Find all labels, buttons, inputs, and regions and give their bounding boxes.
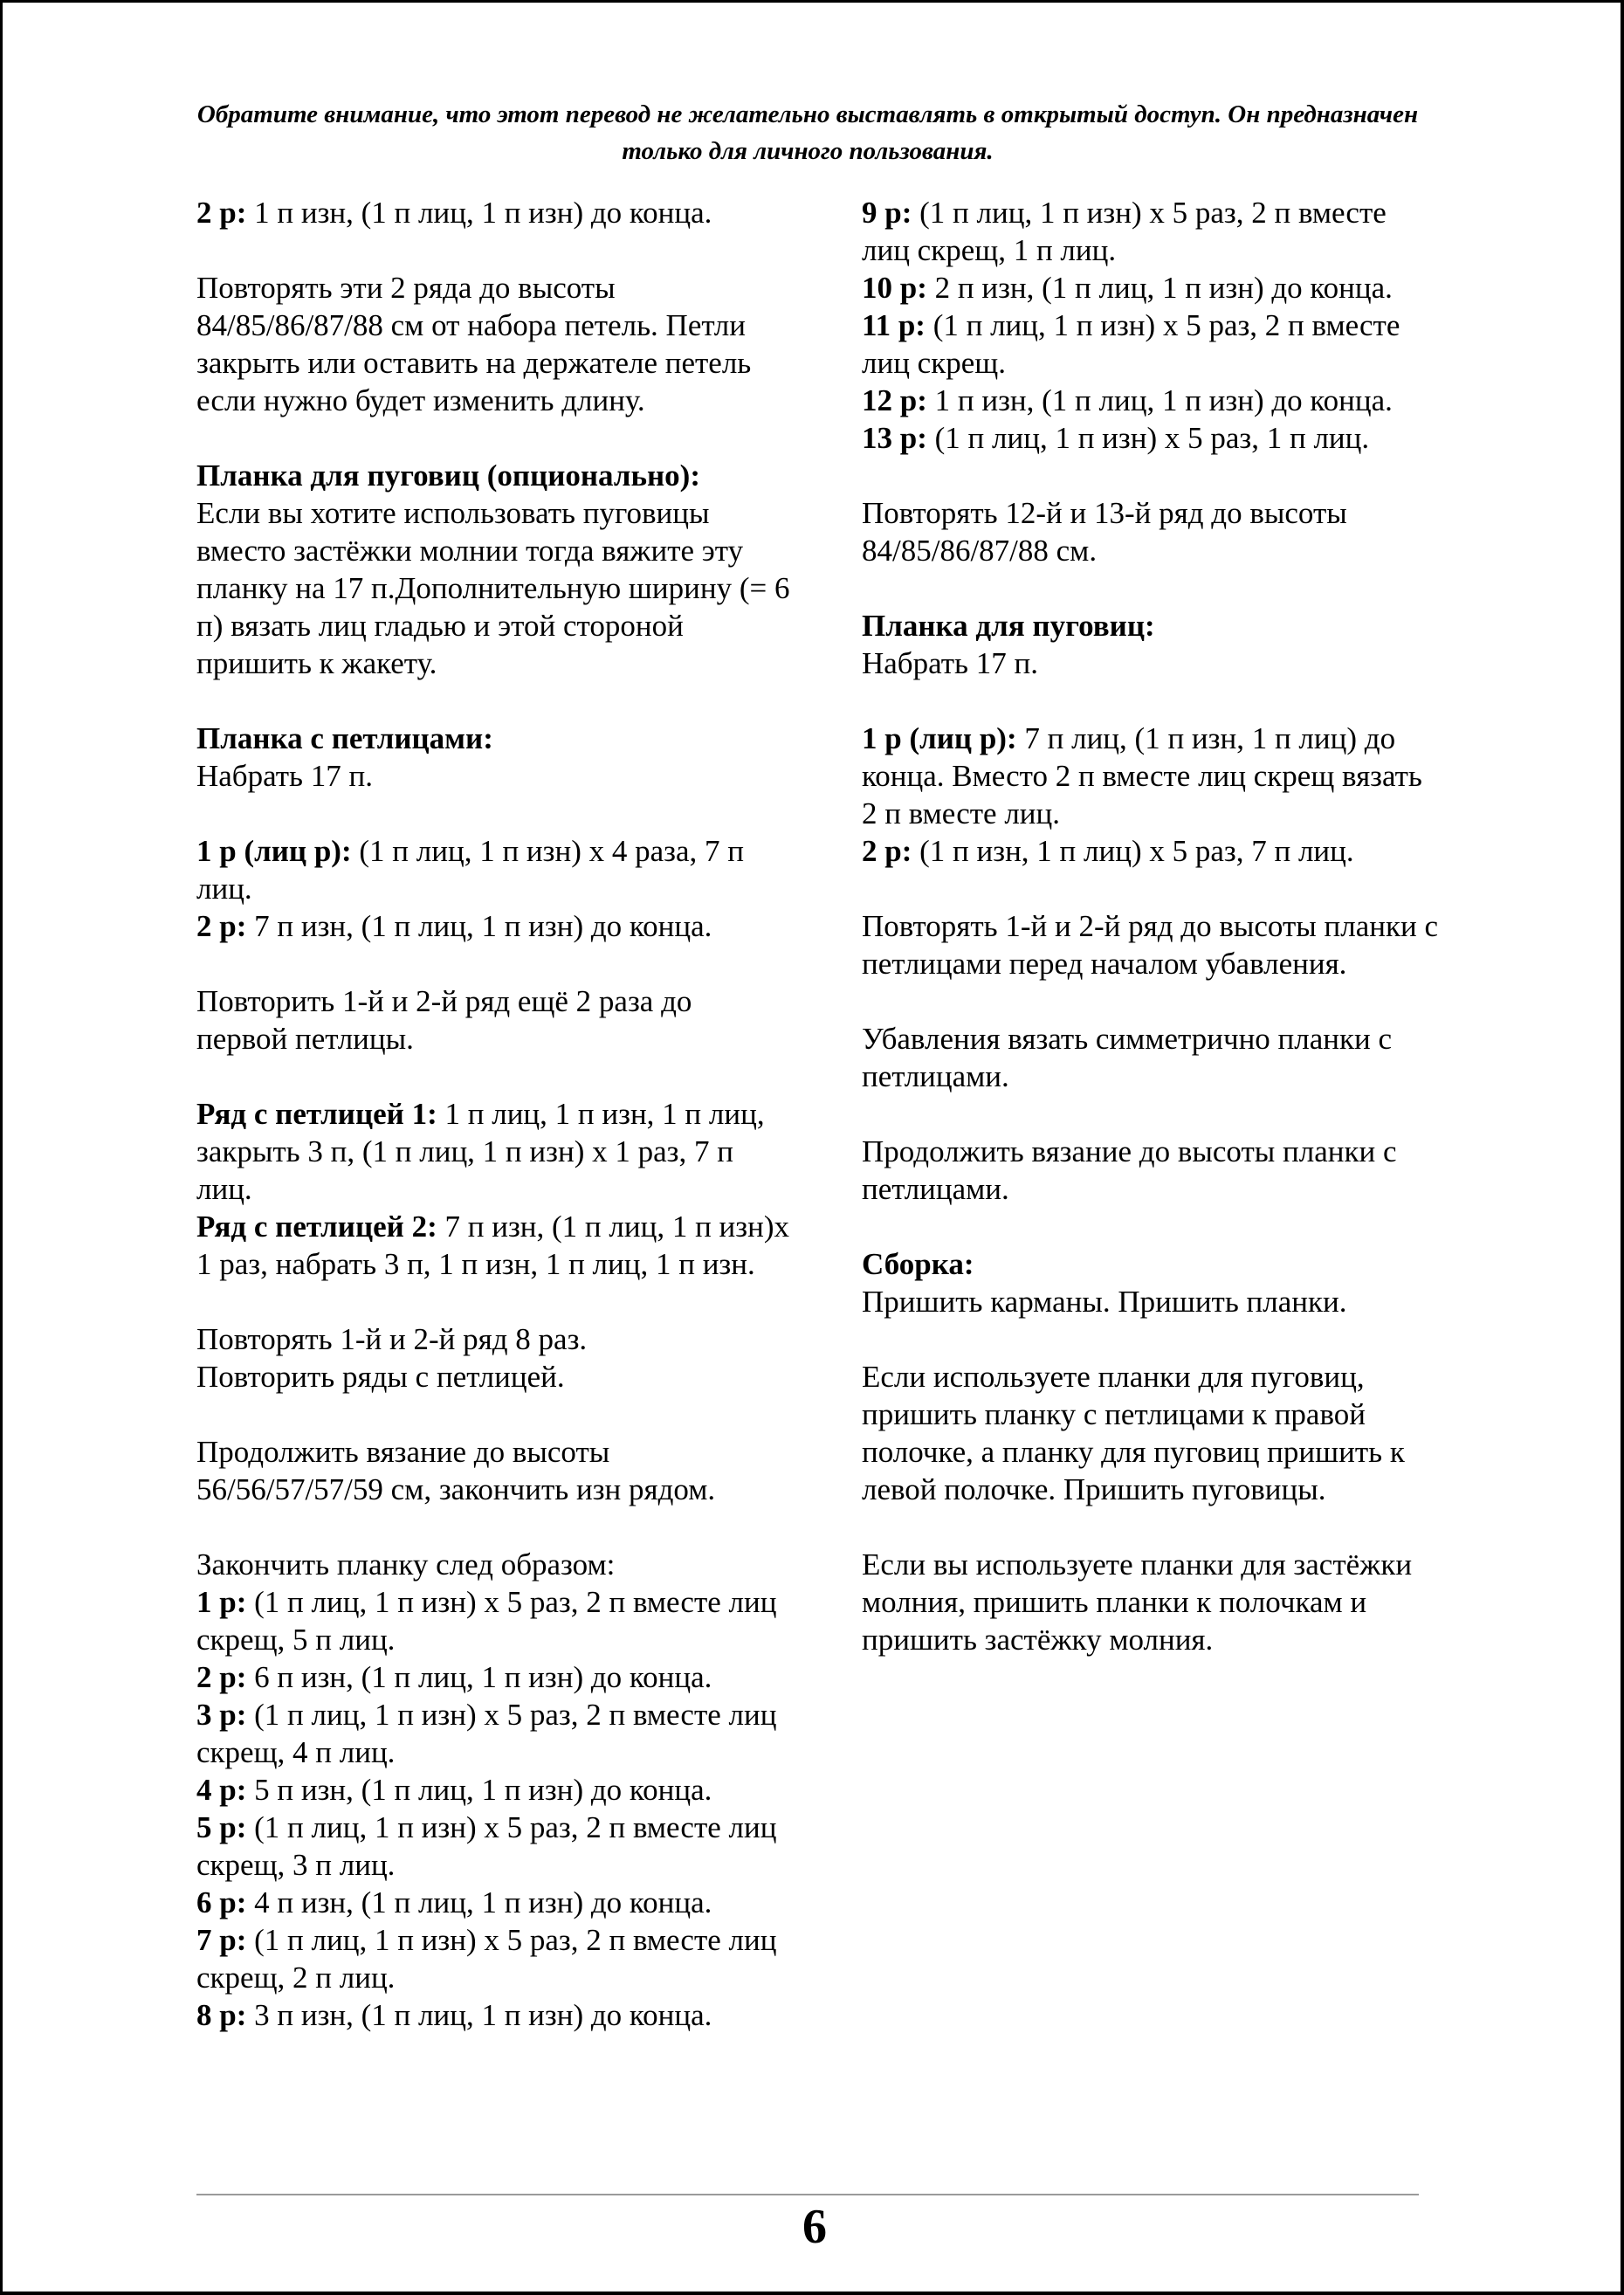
decrease-paragraph: Убавления вязать симметрично планки с петлицами. xyxy=(862,1022,1393,1093)
row-instruction xyxy=(862,382,1438,419)
row-label: 2 р: xyxy=(196,196,247,230)
finish-intro: Закончить планку след образом: xyxy=(196,1547,616,1582)
row-instruction xyxy=(862,720,1438,832)
continue-paragraph: Продолжить вязание до высоты 56/56/57/57/59 см, закончить изн рядом. xyxy=(196,1435,716,1506)
row-label: 8 р: xyxy=(196,1998,247,2032)
row-label: 11 р: xyxy=(862,308,926,342)
row-instruction xyxy=(862,194,1438,269)
row-text: 1 п лиц, 1 п изн, 1 п лиц, закрыть 3 п, (1 п лиц, 1 п изн) х 1 раз, 7 п лиц. xyxy=(196,1097,765,1206)
section-text: Если вы хотите использовать пуговицы вместо застёжки молнии тогда вяжите эту планку на 17 п.Дополнительную ширину (= 6 п) вязать лиц гладью и этой стороной пришить к жакету. xyxy=(196,496,790,680)
repeat-buttonhole-rows: Повторить ряды с петлицей. xyxy=(196,1360,565,1394)
row-label: 13 р: xyxy=(862,421,927,455)
row-instruction xyxy=(862,269,1438,307)
row-label: Ряд с петлицей 2: xyxy=(196,1210,437,1244)
buttonhole-band-section xyxy=(196,720,790,795)
footer-divider xyxy=(196,2194,1419,2195)
row-text: 1 п изн, (1 п лиц, 1 п изн) до конца. xyxy=(926,383,1393,417)
row-instruction xyxy=(862,307,1438,382)
row-label: 2 р: xyxy=(196,1660,247,1694)
row-label: 1 р (лиц р): xyxy=(862,721,1017,755)
zipper-assembly-paragraph: Если вы используете планки для застёжки молния, пришить планки к полочкам и пришить застёжку молния. xyxy=(862,1547,1413,1657)
row-text: (1 п лиц, 1 п изн) х 5 раз, 2 п вместе лиц скрещ, 3 п лиц. xyxy=(196,1810,777,1882)
optional-button-band-section xyxy=(196,457,790,682)
row-label: 2 р: xyxy=(862,834,912,868)
repeat-to-height: Повторять 1-й и 2-й ряд до высоты планки с петлицами перед началом убавления. xyxy=(862,909,1438,981)
row-instruction xyxy=(862,832,1438,870)
row-text: (1 п лиц, 1 п изн) х 4 раза, 7 п лиц. xyxy=(196,834,744,906)
row-label: 1 р (лиц р): xyxy=(196,834,352,868)
finish-band-section xyxy=(196,1546,790,2034)
row-instruction xyxy=(196,1095,790,1208)
privacy-notice: Обратите внимание, что этот перевод не желательно выставлять в открытый доступ. Он предназначен только для личного пользования. xyxy=(196,100,1419,165)
row-label: 2 р: xyxy=(196,909,247,943)
row-text: (1 п лиц, 1 п изн) х 5 раз, 2 п вместе лиц скрещ, 4 п лиц. xyxy=(196,1698,777,1769)
row-text: (1 п изн, 1 п лиц) х 5 раз, 7 п лиц. xyxy=(912,834,1354,868)
row-instruction xyxy=(196,1884,790,1921)
row-label: 6 р: xyxy=(196,1885,247,1919)
row-instruction xyxy=(196,832,790,907)
button-band-section xyxy=(862,607,1438,682)
row-instruction xyxy=(196,1696,790,1771)
page-number: 6 xyxy=(802,2200,827,2254)
row-label: 9 р: xyxy=(862,196,912,230)
row-label: 12 р: xyxy=(862,383,927,417)
row-instruction xyxy=(196,1583,790,1658)
row-2-instruction xyxy=(196,194,790,231)
row-instruction xyxy=(196,1208,790,1283)
repeat-paragraph: Повторять эти 2 ряда до высоты 84/85/86/87/88 см от набора петель. Петли закрыть или оставить на держателе петель если нужно будет изменить длину. xyxy=(196,271,752,417)
repeat-instructions xyxy=(196,1320,790,1396)
row-text: 6 п изн, (1 п лиц, 1 п изн) до конца. xyxy=(246,1660,712,1694)
continue-paragraph: Продолжить вязание до высоты планки с петлицами. xyxy=(862,1134,1397,1206)
row-text: 2 п изн, (1 п лиц, 1 п изн) до конца. xyxy=(926,271,1393,305)
row-instruction xyxy=(196,1809,790,1884)
row-label: 10 р: xyxy=(862,271,927,305)
row-text: (1 п лиц, 1 п изн) х 5 раз, 1 п лиц. xyxy=(926,421,1370,455)
cast-on-text: Набрать 17 п. xyxy=(862,646,1038,680)
finish-band-continued xyxy=(862,194,1438,457)
row-label: 5 р: xyxy=(196,1810,247,1844)
buttonhole-rows xyxy=(196,1095,790,1283)
row-text: 1 п изн, (1 п лиц, 1 п изн) до конца. xyxy=(246,196,712,230)
row-instruction xyxy=(862,419,1438,457)
row-instruction xyxy=(196,1996,790,2034)
row-text: 7 п изн, (1 п лиц, 1 п изн) до конца. xyxy=(246,909,712,943)
row-text: 7 п изн, (1 п лиц, 1 п изн)х 1 раз, набрать 3 п, 1 п изн, 1 п лиц, 1 п изн. xyxy=(196,1210,790,1281)
row-instruction xyxy=(196,1771,790,1809)
section-heading: Планка для пуговиц (опционально): xyxy=(196,458,700,493)
row-label: 4 р: xyxy=(196,1773,247,1807)
cast-on-text: Набрать 17 п. xyxy=(196,759,373,793)
button-band-rows xyxy=(862,720,1438,870)
assembly-section xyxy=(862,1245,1438,1320)
left-column xyxy=(196,194,790,2071)
repeat-rows-12-13: Повторять 12-й и 13-й ряд до высоты 84/85/86/87/88 см. xyxy=(862,496,1347,568)
row-text: 7 п лиц, (1 п изн, 1 п лиц) до конца. Вместо 2 п вместе лиц скрещ вязать 2 п вместе лиц. xyxy=(862,721,1422,830)
right-column xyxy=(862,194,1438,1696)
row-text: (1 п лиц, 1 п изн) х 5 раз, 2 п вместе лиц скрещ. xyxy=(862,308,1400,380)
buttons-assembly-paragraph: Если используете планки для пуговиц, пришить планку с петлицами к правой полочке, а планку для пуговиц пришить к левой полочке. Пришить пуговицы. xyxy=(862,1360,1405,1506)
section-heading: Планка для пуговиц: xyxy=(862,609,1155,643)
assembly-line: Пришить карманы. Пришить планки. xyxy=(862,1285,1347,1319)
row-text: 3 п изн, (1 п лиц, 1 п изн) до конца. xyxy=(246,1998,712,2032)
row-text: (1 п лиц, 1 п изн) х 5 раз, 2 п вместе лиц скрещ, 5 п лиц. xyxy=(196,1585,777,1657)
row-instruction xyxy=(196,1658,790,1696)
section-heading: Планка с петлицами: xyxy=(196,721,493,755)
row-instruction xyxy=(196,1921,790,1996)
row-text: 4 п изн, (1 п лиц, 1 п изн) до конца. xyxy=(246,1885,712,1919)
row-text: (1 п лиц, 1 п изн) х 5 раз, 2 п вместе лиц скрещ, 2 п лиц. xyxy=(196,1923,777,1995)
buttonhole-band-rows xyxy=(196,832,790,945)
section-heading: Сборка: xyxy=(862,1247,974,1281)
repeat-8-times: Повторять 1-й и 2-й ряд 8 раз. xyxy=(196,1322,588,1356)
row-label: 7 р: xyxy=(196,1923,247,1957)
row-label: 1 р: xyxy=(196,1585,247,1619)
row-instruction xyxy=(196,907,790,945)
row-text: (1 п лиц, 1 п изн) х 5 раз, 2 п вместе лиц скрещ, 1 п лиц. xyxy=(862,196,1387,267)
repeat-before-buttonhole: Повторить 1-й и 2-й ряд ещё 2 раза до первой петлицы. xyxy=(196,984,692,1056)
row-label: 3 р: xyxy=(196,1698,247,1732)
row-label: Ряд с петлицей 1: xyxy=(196,1097,437,1131)
row-text: 5 п изн, (1 п лиц, 1 п изн) до конца. xyxy=(246,1773,712,1807)
